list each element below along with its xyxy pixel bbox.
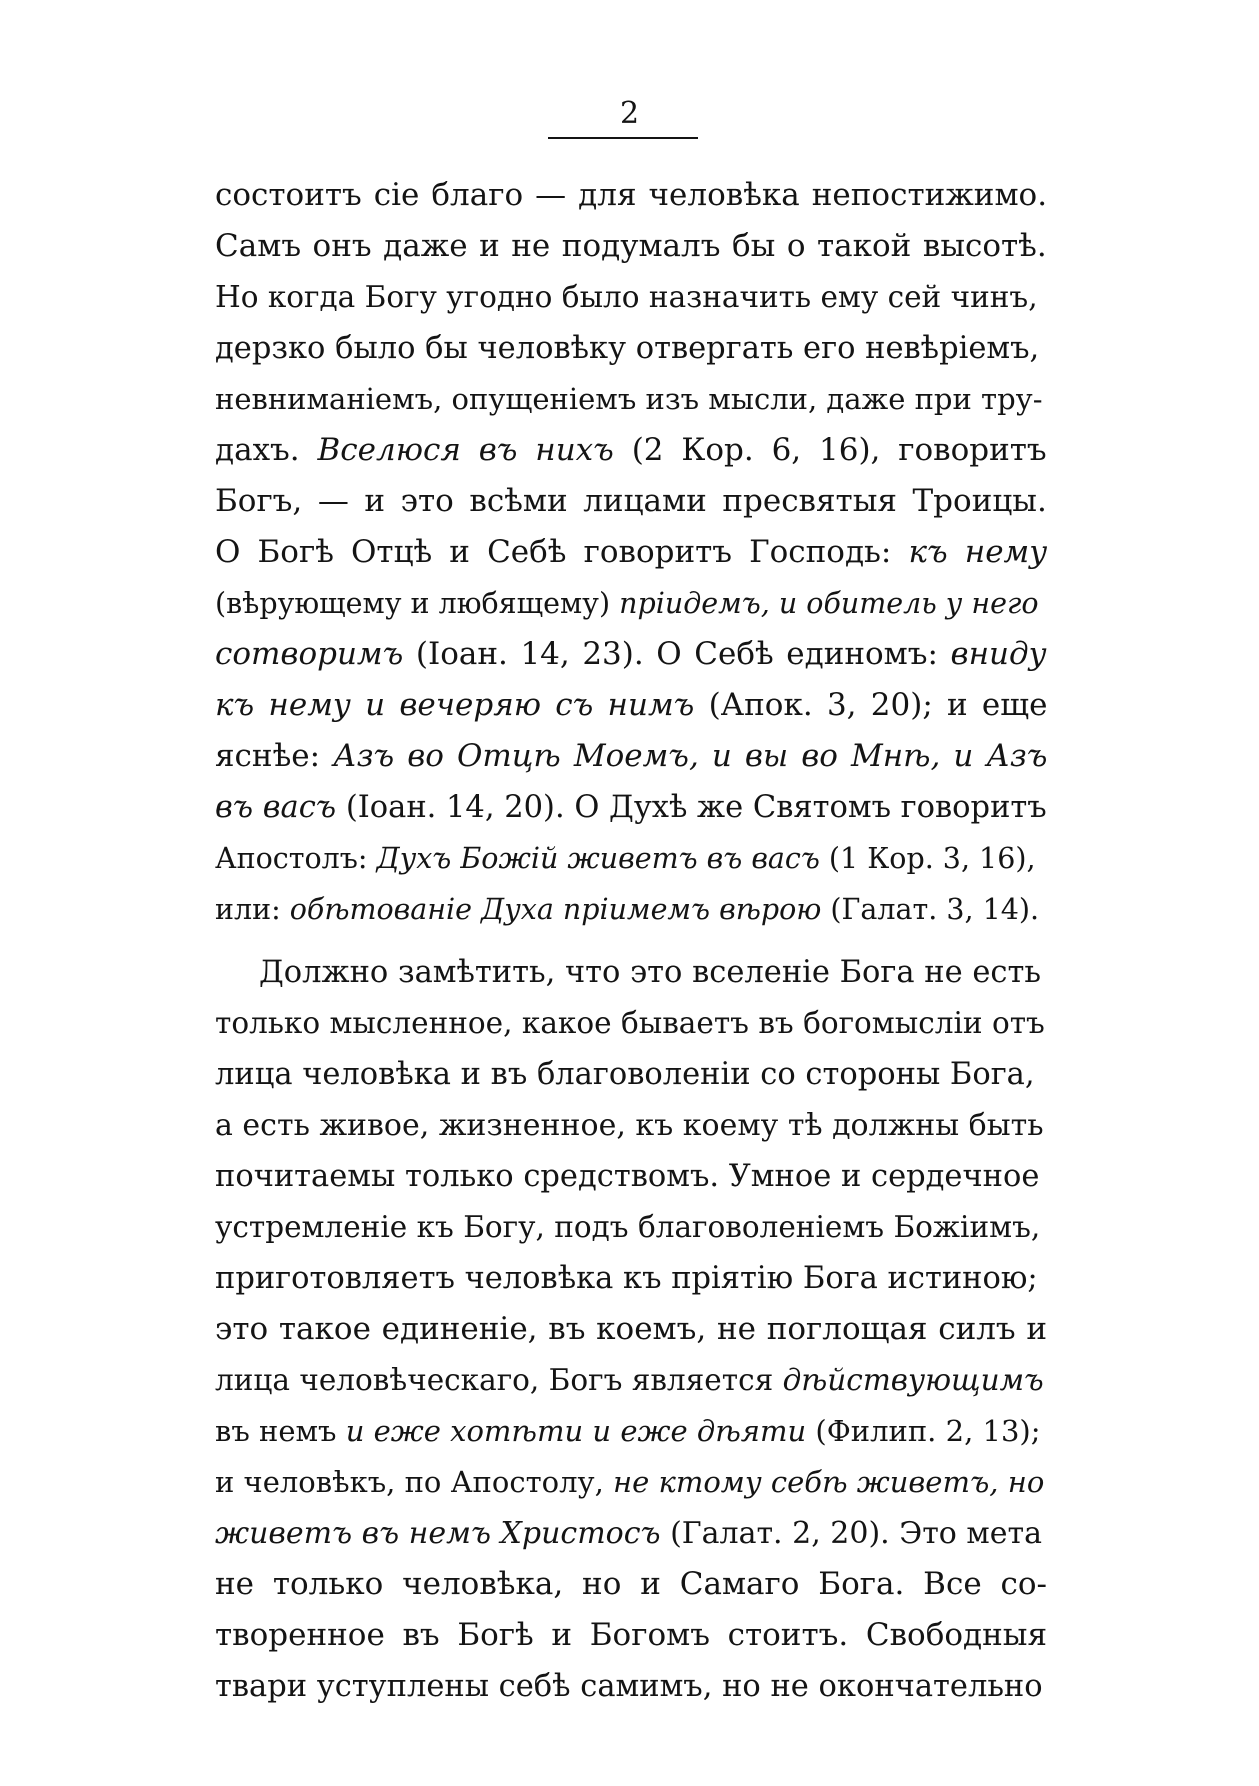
text-line bbox=[215, 1304, 1047, 1355]
text-segment: устремленіе къ Богу, подъ благоволеніемъ Божіимъ, bbox=[215, 1210, 1041, 1244]
text-segment: дахъ. bbox=[215, 432, 318, 468]
header-rule bbox=[548, 137, 698, 139]
text-segment: О Богѣ Отцѣ и Себѣ говоритъ Господь: bbox=[215, 534, 909, 570]
text-segment: и человѣкъ, по Апостолу, bbox=[215, 1465, 614, 1499]
text-line bbox=[215, 374, 1047, 425]
text-line bbox=[215, 323, 1047, 374]
italic-quote: дѣйствующимъ bbox=[782, 1363, 1044, 1397]
text-segment: почитаемы только средствомъ. Умное и сердечное bbox=[215, 1159, 1040, 1194]
text-line bbox=[215, 1661, 1047, 1712]
text-segment: Должно замѣтить, что это вселеніе Бога не есть bbox=[259, 955, 1041, 990]
text-segment: (Іоан. 14, 20). О Духѣ же Святомъ говоритъ bbox=[336, 790, 1047, 825]
italic-quote: Духъ Божій живетъ въ васъ bbox=[376, 842, 820, 875]
text-segment: Самъ онъ даже и не подумалъ бы о такой высотѣ. bbox=[215, 228, 1047, 264]
text-segment: (Галат. 3, 14). bbox=[821, 893, 1040, 926]
text-segment: (1 Кор. 3, 16), bbox=[819, 842, 1036, 875]
text-line bbox=[215, 1508, 1047, 1559]
text-segment: состоитъ сіе благо — для человѣка непостижимо. bbox=[215, 177, 1047, 213]
text-line bbox=[215, 884, 1047, 935]
text-segment: невниманіемъ, опущеніемъ изъ мысли, даже при тру- bbox=[215, 382, 1043, 416]
text-segment: (Филип. 2, 13); bbox=[806, 1414, 1041, 1448]
text-segment: (Іоан. 14, 23). О Себѣ единомъ: bbox=[403, 636, 951, 672]
text-line bbox=[215, 998, 1047, 1049]
text-line bbox=[215, 731, 1047, 782]
italic-quote: не ктому себѣ живетъ, но bbox=[613, 1465, 1045, 1499]
text-segment: или: bbox=[215, 893, 290, 926]
text-segment: яснѣе: bbox=[215, 738, 334, 774]
text-line bbox=[215, 1457, 1047, 1508]
text-segment: не только человѣка, но и Самаго Бога. Все со- bbox=[215, 1566, 1047, 1602]
italic-quote: обѣтованіе Духа пріимемъ вѣрою bbox=[289, 893, 822, 926]
text-segment: лица человѣка и въ благоволеніи со стороны Бога, bbox=[215, 1057, 1035, 1092]
text-line bbox=[215, 947, 1047, 998]
text-line bbox=[215, 782, 1047, 833]
text-line bbox=[215, 1049, 1047, 1100]
text-line bbox=[215, 1151, 1047, 1202]
italic-quote: сотворимъ bbox=[215, 636, 404, 672]
text-segment: Но когда Богу угодно было назначить ему сей чинъ, bbox=[215, 280, 1038, 314]
text-segment: это такое единеніе, въ коемъ, не поглощая силъ и bbox=[215, 1311, 1047, 1347]
text-segment: (2 Кор. 6, 16), говоритъ bbox=[613, 432, 1047, 468]
text-line bbox=[215, 629, 1047, 680]
text-segment: въ немъ bbox=[215, 1414, 346, 1448]
italic-quote: и еже хотѣти и еже дѣяти bbox=[345, 1414, 807, 1448]
text-line bbox=[215, 1355, 1047, 1406]
text-line bbox=[215, 680, 1047, 731]
text-line bbox=[215, 833, 1047, 884]
text-line bbox=[215, 170, 1047, 221]
text-line bbox=[215, 221, 1047, 272]
text-segment: Апостолъ: bbox=[215, 842, 377, 875]
page-number: 2 bbox=[619, 96, 640, 131]
italic-quote: Вселюся въ нихъ bbox=[317, 432, 614, 468]
text-line bbox=[215, 1202, 1047, 1253]
text-segment: (Галат. 2, 20). Это мета bbox=[660, 1516, 1042, 1551]
text-line bbox=[215, 1610, 1047, 1661]
text-segment: Богъ, — и это всѣми лицами пресвятыя Троицы. bbox=[215, 483, 1047, 519]
text-segment: только мысленное, какое бываетъ въ богомысліи отъ bbox=[215, 1006, 1045, 1040]
text-segment: лица человѣческаго, Богъ является bbox=[215, 1363, 783, 1397]
italic-quote: Азъ во Отцѣ Моемъ, и вы во Мнѣ, и Азъ bbox=[333, 738, 1047, 774]
text-line bbox=[215, 1100, 1047, 1151]
italic-quote: пріидемъ, и обитель у него bbox=[619, 587, 1039, 620]
italic-quote: живетъ въ немъ Христосъ bbox=[215, 1516, 661, 1551]
italic-quote: къ нему и вечеряю съ нимъ bbox=[215, 687, 695, 723]
text-segment: твари уступлены себѣ самимъ, но не окончательно bbox=[215, 1669, 1043, 1704]
text-line bbox=[215, 272, 1047, 323]
text-segment: дерзко было бы человѣку отвергать его невѣріемъ, bbox=[215, 331, 1040, 366]
text-line bbox=[215, 1406, 1047, 1457]
text-segment: приготовляетъ человѣка къ пріятію Бога истиною; bbox=[215, 1261, 1038, 1296]
text-segment: творенное въ Богѣ и Богомъ стоитъ. Свободныя bbox=[215, 1617, 1047, 1653]
text-line bbox=[215, 476, 1047, 527]
italic-quote: въ васъ bbox=[215, 790, 337, 825]
text-segment: а есть живое, жизненное, къ коему тѣ должны быть bbox=[215, 1108, 1044, 1143]
text-line bbox=[215, 1559, 1047, 1610]
text-line bbox=[215, 527, 1047, 578]
text-line bbox=[215, 1253, 1047, 1304]
italic-quote: вниду bbox=[950, 636, 1047, 672]
text-segment: (Апок. 3, 20); и еще bbox=[694, 687, 1047, 723]
italic-quote: къ нему bbox=[908, 534, 1047, 570]
text-segment: (вѣрующему и любящему) bbox=[215, 587, 620, 620]
body-text bbox=[215, 170, 1047, 1712]
text-line bbox=[215, 425, 1047, 476]
text-line bbox=[215, 578, 1047, 629]
